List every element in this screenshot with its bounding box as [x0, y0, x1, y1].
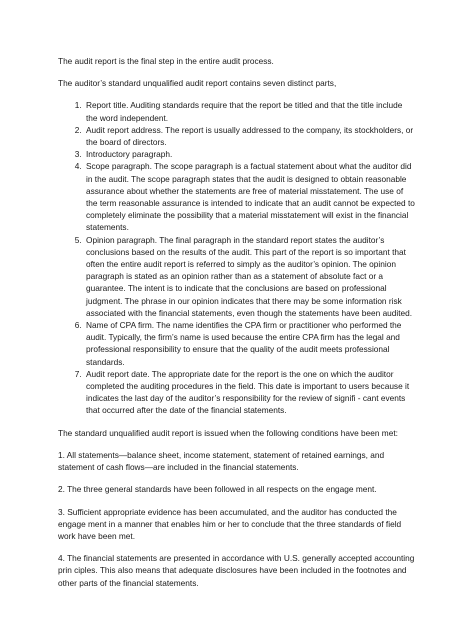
list-item: 5. Opinion paragraph. The final paragraph in the standard report states the auditor’s conclusions based on the results of the audit. This part of the report is so important that often the entire audit report is referred to simply as the auditor’s opinion. The opinion paragraph is stated as an opinion rather than as a statement of absolute fact or a guarantee. The intent is to indicate that the conclusions are based on professional judgment. The phrase in our opinion indicates that there may be some information risk associated with the financial statements, even though the statements have been audited.: [84, 234, 416, 319]
condition-paragraph: 3. Sufficient appropriate evidence has been accumulated, and the auditor has conducted the engage ment in a manner that enables him or her to conclude that the three standards of field work have been met.: [58, 506, 402, 541]
report-parts-list: [58, 99, 416, 416]
intro-line-2: The auditor’s standard unqualified audit report contains seven distinct parts,: [58, 78, 337, 89]
conditions-intro: The standard unqualified audit report is issued when the following conditions have been met:: [58, 427, 398, 438]
intro-line-1: The audit report is the final step in the entire audit process.: [58, 56, 274, 66]
list-item: 7. Audit report date. The appropriate date for the report is the one on which the auditor completed the auditing procedures in the field. This date is important to users because it indicates the last day of the auditor’s responsibility for the review of signifi - cant events that occurred after the date of the financial statements.: [84, 368, 416, 417]
list-item: 2. Audit report address. The report is usually addressed to the company, its stockholders, or the board of directors.: [84, 124, 416, 148]
list-item: 1. Report title. Auditing standards require that the report be titled and that the title include the word independent.: [84, 99, 416, 123]
list-item: 6. Name of CPA firm. The name identifies the CPA firm or practitioner who performed the audit. Typically, the firm’s name is used because the entire CPA firm has the legal and professional responsibility to ensure that the quality of the audit meets professional standards.: [84, 319, 416, 368]
list-item: 4. Scope paragraph. The scope paragraph is a factual statement about what the auditor did in the audit. The scope paragraph states that the audit is designed to obtain reasonable assurance about whether the statements are free of material misstatement. The use of the term reasonable assurance is intended to indicate that an audit cannot be expected to completely eliminate the possibility that a material misstatement will exist in the financial statements.: [84, 160, 416, 233]
condition-paragraph: 1. All statements—balance sheet, income statement, statement of retained earnings, and statement of cash flows—are included in the financial statements.: [58, 449, 385, 473]
condition-paragraph: 4. The financial statements are presented in accordance with U.S. generally accepted accounting prin ciples. This also means that adequate disclosures have been included in the footnotes and other parts of the financial statements.: [58, 553, 415, 588]
list-item: 3. Introductory paragraph.: [84, 148, 416, 160]
condition-paragraph: 2. The three general standards have been followed in all respects on the engage ment.: [58, 484, 377, 495]
